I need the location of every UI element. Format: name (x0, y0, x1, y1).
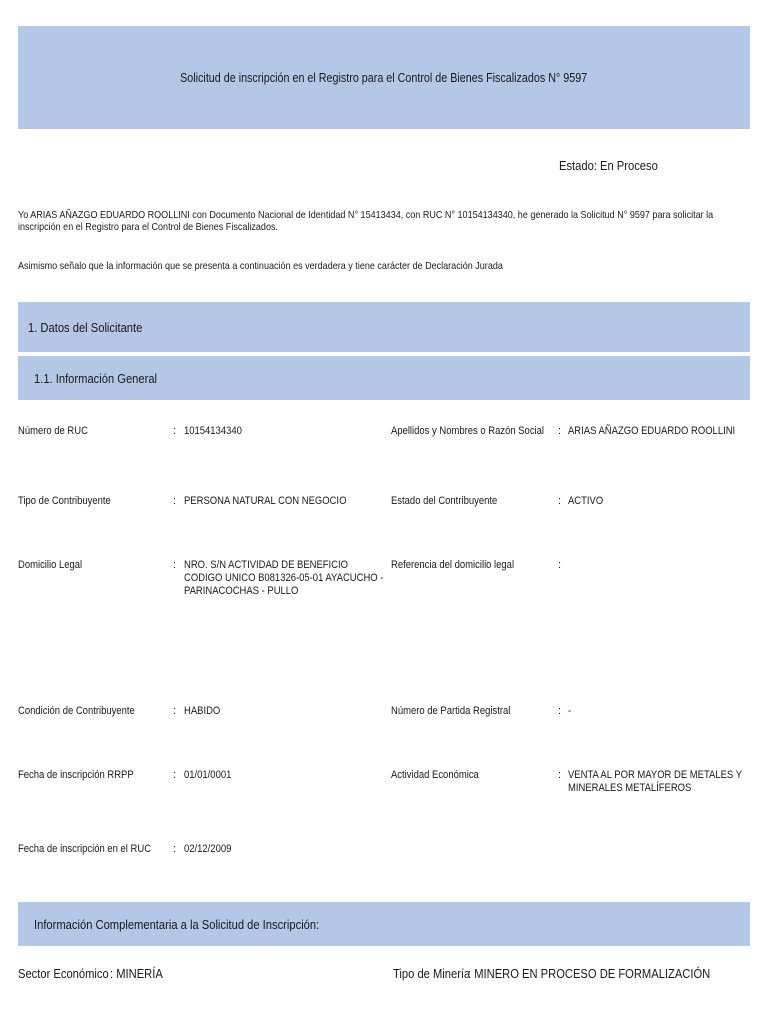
sector-value: : MINERÍA (110, 966, 163, 981)
name-label: Apellidos y Nombres o Razón Social (391, 425, 545, 437)
address-reference-label: Referencia del domicilio legal (391, 559, 515, 571)
status-text: Estado: En Proceso (559, 158, 658, 173)
registry-entry-colon: : (558, 705, 562, 717)
subsection-header: 1.1. Información General (18, 356, 750, 400)
complementary-info-header: Información Complementaria a la Solicitud de Inscripción: (18, 902, 750, 946)
header-band (18, 26, 750, 129)
mining-type-value: : MINERO EN PROCESO DE FORMALIZACIÓN (468, 966, 711, 981)
taxpayer-condition-label: Condición de Contribuyente (18, 705, 135, 717)
taxpayer-type-value: PERSONA NATURAL CON NEGOCIO (184, 495, 347, 507)
section-header: 1. Datos del Solicitante (18, 302, 750, 352)
registry-entry-value: - (568, 705, 572, 717)
rrpp-date-colon: : (173, 769, 177, 781)
ruc-value: 10154134340 (184, 425, 242, 437)
name-value: ARIAS AÑAZGO EDUARDO ROOLLINI (568, 425, 736, 437)
page-title: Solicitud de inscripción en el Registro para el Control de Bienes Fiscalizados N° 9597 (180, 70, 588, 85)
name-colon: : (558, 425, 562, 437)
registry-entry-label: Número de Partida Registral (391, 705, 511, 717)
taxpayer-condition-value: HABIDO (184, 705, 221, 717)
rrpp-date-value: 01/01/0001 (184, 769, 232, 781)
legal-address-colon: : (173, 559, 177, 571)
economic-activity-label: Actividad Económica (391, 769, 479, 781)
economic-activity-value: VENTA AL POR MAYOR DE METALES Y MINERALES METALÍFEROS (568, 769, 742, 794)
sector-label: Sector Económico (18, 966, 109, 981)
ruc-colon: : (173, 425, 177, 437)
economic-activity-colon: : (558, 769, 562, 781)
ruc-date-value: 02/12/2009 (184, 843, 232, 855)
ruc-date-colon: : (173, 843, 177, 855)
taxpayer-state-label: Estado del Contribuyente (391, 495, 498, 507)
taxpayer-state-colon: : (558, 495, 562, 507)
declaration-paragraph: Yo ARIAS AÑAZGO EDUARDO ROOLLINI con Documento Nacional de Identidad N° 15413434, con RUC N° 10154134340, he generado la Solicitud N° 9597 para solicitar la inscripción en el Registro para el Control de Bienes Fiscalizados. (18, 209, 714, 233)
mining-type-label: Tipo de Minería (393, 966, 471, 981)
taxpayer-type-label: Tipo de Contribuyente (18, 495, 111, 507)
rrpp-date-label: Fecha de inscripción RRPP (18, 769, 134, 781)
legal-address-value: NRO. S/N ACTIVIDAD DE BENEFICIO CODIGO UNICO B081326-05-01 AYACUCHO - PARINACOCHAS - PULLO (184, 559, 384, 597)
taxpayer-state-value: ACTIVO (568, 495, 604, 507)
sworn-statement-paragraph: Asimismo señalo que la información que se presenta a continuación es verdadera y tiene carácter de Declaración Jurada (18, 260, 503, 272)
ruc-label: Número de RUC (18, 425, 88, 437)
address-reference-colon: : (558, 559, 562, 571)
legal-address-label: Domicilio Legal (18, 559, 83, 571)
ruc-date-label: Fecha de inscripción en el RUC (18, 843, 152, 855)
taxpayer-condition-colon: : (173, 705, 177, 717)
taxpayer-type-colon: : (173, 495, 177, 507)
